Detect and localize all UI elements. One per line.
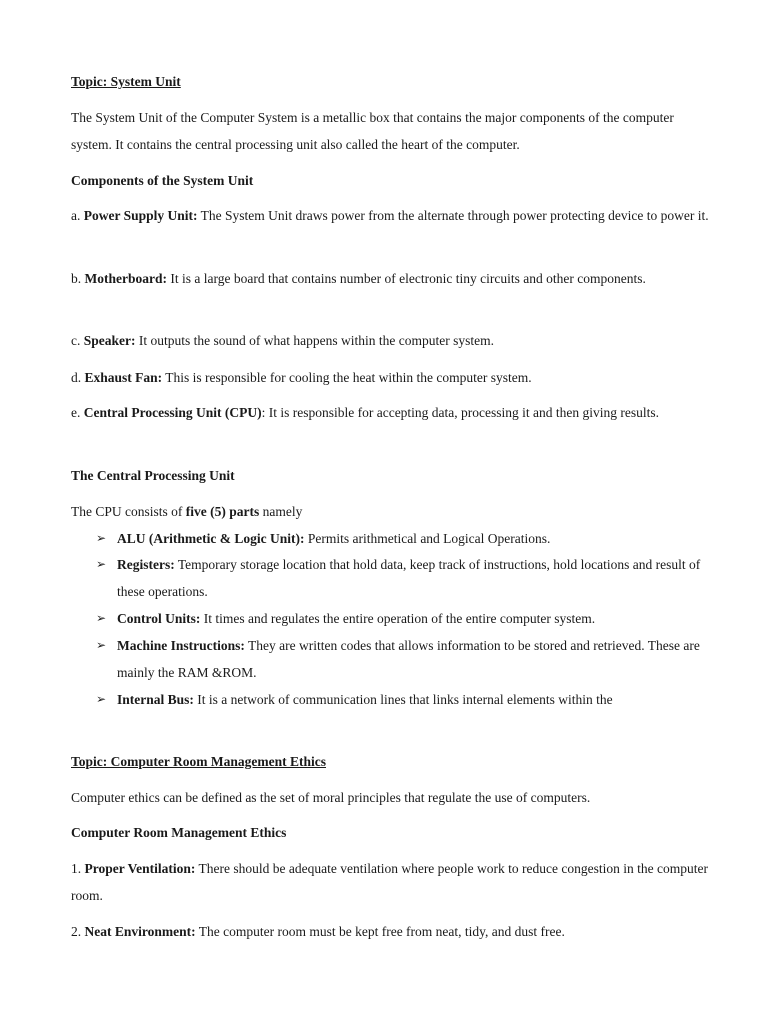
topic-title-ethics: Topic: Computer Room Management Ethics [71, 754, 326, 769]
item-text: There should be adequate ventilation where people work to reduce congestion in the computer room. [71, 861, 708, 903]
component-item [71, 202, 711, 229]
arrow-bullet-icon: ➢ [96, 557, 107, 571]
cpu-heading: The Central Processing Unit [71, 468, 235, 483]
item-term: Motherboard: [84, 271, 167, 286]
item-prefix: 1. [71, 861, 85, 876]
item-term: Proper Ventilation: [84, 861, 196, 876]
bullet-term: Internal Bus: [117, 692, 194, 707]
bullet-text: They are written codes that allows information to be stored and retrieved. These are mainly the RAM &ROM. [117, 638, 700, 680]
component-item [71, 399, 711, 426]
bullet-text: It is a network of communication lines that links internal elements within the [193, 692, 613, 707]
item-text: The System Unit draws power from the alternate through power protecting device to power it. [197, 208, 709, 223]
component-item [71, 364, 711, 391]
arrow-bullet-icon: ➢ [96, 638, 107, 652]
item-prefix: 2. [71, 924, 85, 939]
cpu-intro-bold: five (5) parts [185, 504, 260, 519]
bullet-term: Control Units: [117, 611, 201, 626]
item-prefix: d. [71, 370, 85, 385]
cpu-intro-post: namely [259, 504, 303, 519]
arrow-bullet-icon: ➢ [96, 531, 107, 545]
item-term: Central Processing Unit (CPU) [83, 405, 262, 420]
arrow-bullet-icon: ➢ [96, 611, 107, 625]
ethics-intro: Computer ethics can be defined as the set of moral principles that regulate the use of computers. [71, 790, 591, 805]
cpu-intro [71, 498, 711, 525]
item-term: Exhaust Fan: [84, 370, 163, 385]
item-prefix: a. [71, 208, 84, 223]
system-unit-intro: The System Unit of the Computer System is a metallic box that contains the major components of the computer system. It contains the central processing unit also called the heart of the computer. [71, 110, 674, 152]
ethics-heading: Computer Room Management Ethics [71, 825, 287, 840]
item-text: It is a large board that contains number of electronic tiny circuits and other components. [166, 271, 646, 286]
item-text: This is responsible for cooling the heat within the computer system. [162, 370, 532, 385]
item-prefix: e. [71, 405, 84, 420]
bullet-item [96, 525, 706, 552]
item-prefix: b. [71, 271, 85, 286]
bullet-text: It times and regulates the entire operation of the entire computer system. [200, 611, 596, 626]
bullet-term: Registers: [117, 557, 175, 572]
bullet-term: ALU (Arithmetic & Logic Unit): [117, 531, 305, 546]
arrow-bullet-icon: ➢ [96, 692, 107, 706]
component-item [71, 327, 711, 354]
bullet-item [96, 605, 706, 632]
bullet-term: Machine Instructions: [117, 638, 245, 653]
item-term: Neat Environment: [84, 924, 196, 939]
item-term: Speaker: [83, 333, 136, 348]
bullet-text: Temporary storage location that hold data, keep track of instructions, hold locations and result of these operations. [117, 557, 701, 599]
cpu-intro-pre: The CPU consists of [71, 504, 186, 519]
ethics-item [71, 918, 711, 945]
bullet-item [96, 632, 706, 686]
components-heading: Components of the System Unit [71, 173, 254, 188]
item-text: : It is responsible for accepting data, processing it and then giving results. [261, 405, 660, 420]
item-text: The computer room must be kept free from neat, tidy, and dust free. [195, 924, 565, 939]
ethics-item [71, 855, 711, 909]
item-text: It outputs the sound of what happens within the computer system. [135, 333, 494, 348]
bullet-item [96, 551, 706, 605]
item-term: Power Supply Unit: [83, 208, 198, 223]
item-prefix: c. [71, 333, 84, 348]
bullet-item [96, 686, 706, 713]
component-item [71, 265, 711, 292]
bullet-text: Permits arithmetical and Logical Operations. [304, 531, 551, 546]
topic-title-system-unit: Topic: System Unit [71, 74, 181, 89]
